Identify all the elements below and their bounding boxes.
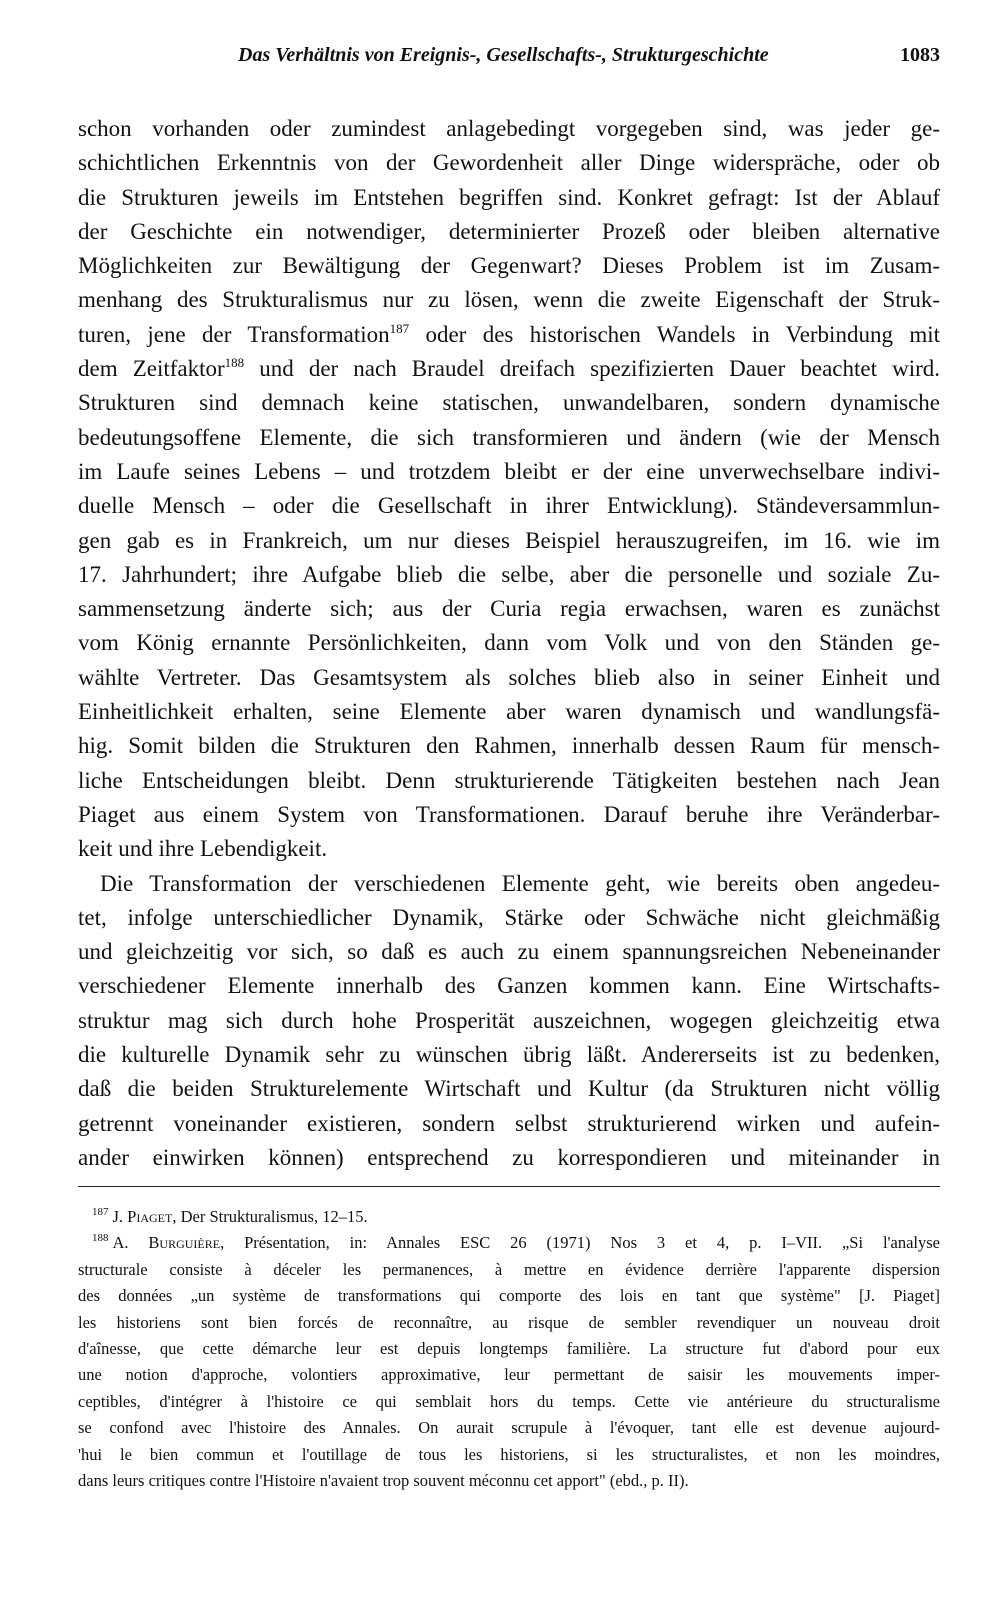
text-line: ander einwirken können) entsprechend zu korrespondieren und miteinander in bbox=[78, 1144, 940, 1170]
text-segment: und der nach Braudel dreifach spezifizierten Dauer beachtet wird. bbox=[244, 356, 940, 382]
footnote-number: 188 bbox=[92, 1232, 109, 1245]
text-line: menhang des Strukturalismus nur zu lösen, wenn die zweite Eigenschaft der Struk- bbox=[78, 287, 940, 313]
text-line: gen gab es in Frankreich, um nur dieses Beispiel herauszugreifen, im 16. wie im bbox=[78, 527, 940, 553]
page-number: 1083 bbox=[900, 44, 940, 66]
footnote-line: ceptibles, d'intégrer à l'histoire ce qui semblait hors du temps. Cette vie antérieure du structuralisme bbox=[78, 1391, 940, 1411]
footnote-ref-187[interactable]: 187 bbox=[389, 320, 410, 336]
text-line: struktur mag sich durch hohe Prosperität auszeichnen, wogegen gleichzeitig etwa bbox=[78, 1007, 940, 1033]
text-line: vom König ernannte Persönlichkeiten, dann vom Volk und von den Ständen ge- bbox=[78, 630, 940, 656]
text-line: getrennt voneinander existieren, sondern selbst strukturierend wirken und aufein- bbox=[78, 1110, 940, 1136]
text-line: verschiedener Elemente innerhalb des Ganzen kommen kann. Eine Wirtschafts- bbox=[78, 973, 940, 999]
text-line: bedeutungsoffene Elemente, die sich transformieren und ändern (wie der Mensch bbox=[78, 424, 940, 450]
footnote-line: structurale consiste à déceler les permanences, à mettre en évidence derrière l'apparente dispersion bbox=[78, 1259, 940, 1279]
text-line: die Strukturen jeweils im Entstehen begriffen sind. Konkret gefragt: Ist der Ablauf bbox=[78, 184, 940, 210]
footnotes bbox=[78, 1204, 940, 1494]
text-line bbox=[78, 352, 940, 386]
main-text bbox=[78, 112, 940, 1175]
footnote-line: 'hui le bien commun et l'outillage de tous les historiens, si les structuralistes, et non les moindres, bbox=[78, 1444, 940, 1464]
text-line: die kulturelle Dynamik sehr zu wünschen übrig läßt. Andererseits ist zu bedenken, bbox=[78, 1042, 940, 1068]
text-line: Strukturen sind demnach keine statischen, unwandelbaren, sondern dynamische bbox=[78, 390, 940, 416]
text-line: schon vorhanden oder zumindest anlagebedingt vorgegeben sind, was jeder ge- bbox=[78, 116, 940, 141]
text-line: wählte Vertreter. Das Gesamtsystem als solches blieb also in seiner Einheit und bbox=[78, 664, 940, 690]
text-line: und gleichzeitig vor sich, so daß es auch zu einem spannungsreichen Nebeneinander bbox=[78, 939, 940, 965]
footnote-line: dans leurs critiques contre l'Histoire n'avaient trop souvent méconnu cet apport" (ebd., p. II). bbox=[78, 1470, 689, 1490]
text-line: Einheitlichkeit erhalten, seine Elemente aber waren dynamisch und wandlungsfä- bbox=[78, 699, 940, 725]
footnote-188 bbox=[78, 1230, 940, 1256]
text-line: daß die beiden Strukturelemente Wirtschaft und Kultur (da Strukturen nicht völlig bbox=[78, 1076, 940, 1102]
footnote-line: une notion d'approche, volontiers approximative, leur permettant de saisir les mouvements imper- bbox=[78, 1365, 940, 1385]
text-line bbox=[78, 318, 940, 352]
text-segment: oder des historischen Wandels in Verbindung mit bbox=[409, 321, 940, 347]
text-line: schichtlichen Erkenntnis von der Gewordenheit aller Dinge widerspräche, oder ob bbox=[78, 150, 940, 176]
running-head bbox=[78, 44, 940, 78]
footnote-187 bbox=[78, 1204, 940, 1230]
text-line: Möglichkeiten zur Bewältigung der Gegenwart? Dieses Problem ist im Zusam- bbox=[78, 253, 940, 279]
text-line: keit und ihre Lebendigkeit. bbox=[78, 836, 328, 862]
footnote-ref-188[interactable]: 188 bbox=[224, 355, 245, 371]
text-line: sammensetzung änderte sich; aus der Curia regia erwachsen, waren es zunächst bbox=[78, 596, 940, 622]
footnote-line: les historiens sont bien forcés de reconnaître, au risque de sembler revendiquer un nouveau droit bbox=[78, 1312, 940, 1332]
footnote-text: , Présentation, in: Annales ESC 26 (1971) Nos 3 et 4, p. I–VII. „Si l'analyse bbox=[220, 1233, 940, 1253]
footnote-line: d'aînesse, que cette démarche leur est depuis longtemps familière. La structure fut d'abord pour eux bbox=[78, 1338, 940, 1358]
text-line: der Geschichte ein notwendiger, determinierter Prozeß oder bleiben alternative bbox=[78, 218, 940, 244]
footnote-line: se confond avec l'histoire des Annales. On aurait scrupule à l'évoquer, tant elle est devenue aujourd- bbox=[78, 1418, 940, 1438]
running-head-title: Das Verhältnis von Ereignis-, Gesellschafts-, Strukturgeschichte bbox=[238, 44, 769, 66]
text-line: 17. Jahrhundert; ihre Aufgabe blieb die selbe, aber die personelle und soziale Zu- bbox=[78, 561, 940, 587]
footnote-divider bbox=[78, 1186, 940, 1187]
footnote-author: A. Burguière bbox=[112, 1233, 221, 1253]
text-line: Die Transformation der verschiedenen Elemente geht, wie bereits oben angedeu- bbox=[100, 870, 940, 896]
text-segment: turen, jene der Transformation bbox=[78, 321, 390, 347]
text-segment: dem Zeitfaktor bbox=[78, 356, 225, 382]
text-line: liche Entscheidungen bleibt. Denn strukturierende Tätigkeiten bestehen nach Jean bbox=[78, 767, 940, 793]
footnote-number: 187 bbox=[92, 1206, 109, 1218]
text-line: tet, infolge unterschiedlicher Dynamik, Stärke oder Schwäche nicht gleichmäßig bbox=[78, 904, 940, 930]
text-line: im Laufe seines Lebens – und trotzdem bleibt er der eine unverwechselbare indivi- bbox=[78, 458, 940, 484]
text-line: Piaget aus einem System von Transformationen. Darauf beruhe ihre Veränderbar- bbox=[78, 801, 940, 827]
footnote-author: J. Piaget bbox=[112, 1207, 173, 1226]
footnote-line: des données „un système de transformations qui comporte des lois en tant que système" [J. Piaget] bbox=[78, 1286, 940, 1306]
text-line: duelle Mensch – oder die Gesellschaft in ihrer Entwicklung). Ständeversammlun- bbox=[78, 493, 940, 519]
footnote-text: , Der Strukturalismus, 12–15. bbox=[172, 1207, 368, 1226]
text-line: hig. Somit bilden die Strukturen den Rahmen, innerhalb dessen Raum für mensch- bbox=[78, 733, 940, 759]
